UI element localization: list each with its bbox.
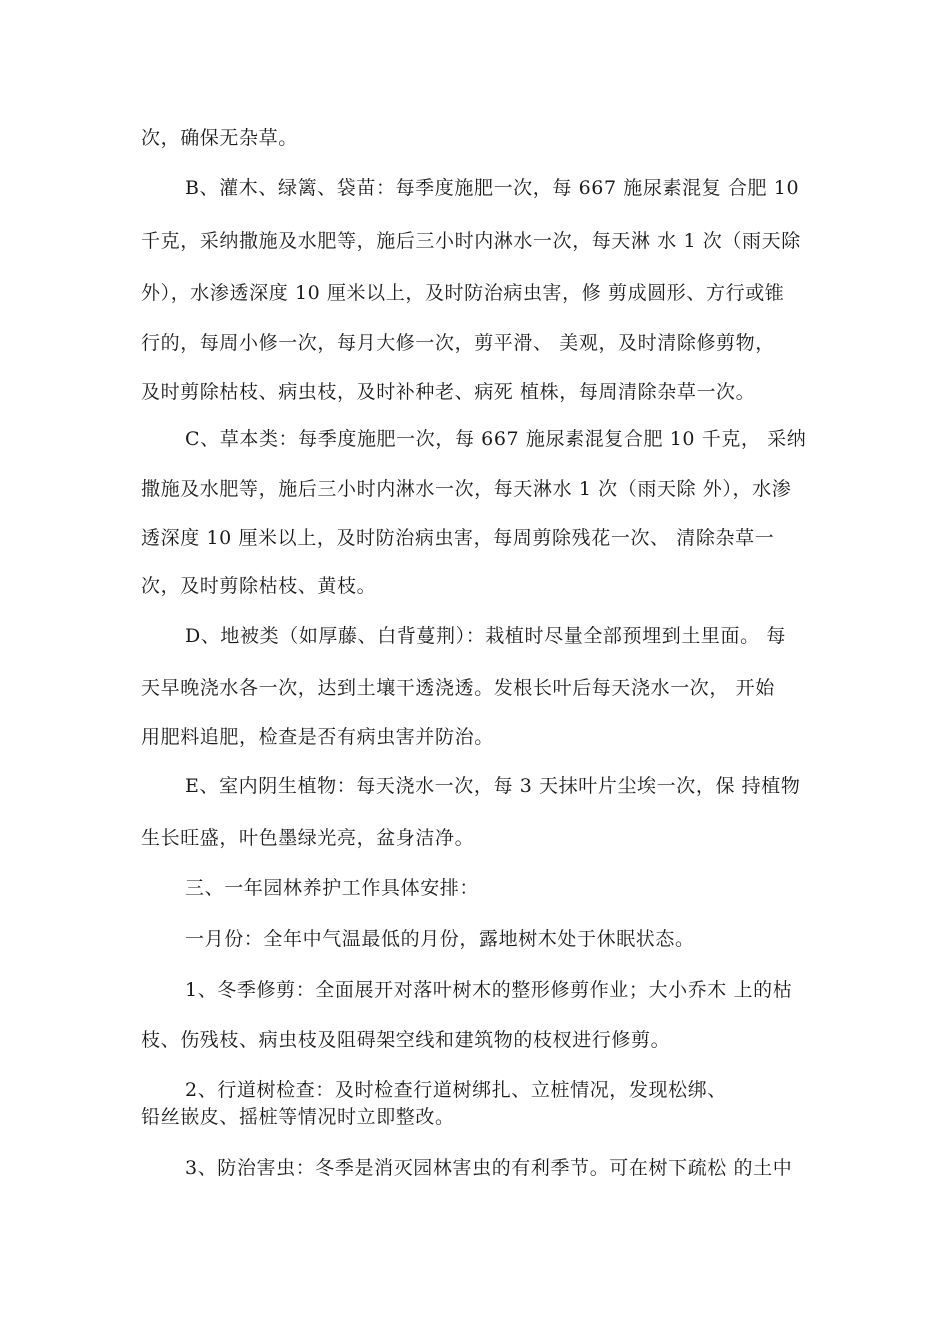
text-line: 2、行道树检查：及时检查行道树绑扎、立桩情况，发现松绑、: [185, 1079, 727, 1101]
text-line: 行的，每周小修一次，每月大修一次，剪平滑、 美观，及时清除修剪物，: [141, 332, 775, 354]
text-line: 一月份：全年中气温最低的月份，露地树木处于休眠状态。: [185, 928, 695, 950]
text-line: 枝、伤残枝、病虫枝及阻碍架空线和建筑物的枝杈进行修剪。: [141, 1029, 671, 1051]
section-heading: 三、一年园林养护工作具体安排：: [185, 877, 480, 899]
text-line: C、草本类：每季度施肥一次，每 667 施尿素混复合肥 10 千克， 采纳: [185, 428, 807, 450]
text-line: 千克，采纳撒施及水肥等，施后三小时内淋水一次，每天淋 水 1 次（雨天除: [141, 230, 801, 252]
text-line: B、灌木、绿篱、袋苗：每季度施肥一次，每 667 施尿素混复 合肥 10: [185, 177, 800, 199]
text-line: 外），水渗透深度 10 厘米以上，及时防治病虫害，修 剪成圆形、方行或锥: [141, 282, 785, 304]
text-line: 用肥料追肥，检查是否有病虫害并防治。: [141, 726, 494, 748]
text-line: 次，及时剪除枯枝、黄枝。: [141, 575, 377, 597]
text-line: 天早晚浇水各一次，达到土壤干透浇透。发根长叶后每天浇水一次， 开始: [141, 677, 775, 699]
text-line: 3、防治害虫：冬季是消灭园林害虫的有利季节。可在树下疏松 的土中: [185, 1157, 793, 1179]
text-line: 透深度 10 厘米以上，及时防治病虫害，每周剪除残花一次、 清除杂草一: [141, 527, 775, 549]
text-line: 1、冬季修剪：全面展开对落叶树木的整形修剪作业；大小乔木 上的枯: [185, 979, 793, 1001]
text-line: 及时剪除枯枝、病虫枝，及时补种老、病死 植株，每周清除杂草一次。: [141, 381, 756, 403]
text-line: 铅丝嵌皮、摇桩等情况时立即整改。: [141, 1106, 455, 1128]
text-line: E、室内阴生植物：每天浇水一次，每 3 天抹叶片尘埃一次，保 持植物: [185, 775, 801, 797]
text-line: 撒施及水肥等，施后三小时内淋水一次，每天淋水 1 次（雨天除 外），水渗: [141, 478, 792, 500]
text-line: 生长旺盛，叶色墨绿光亮，盆身洁净。: [141, 827, 475, 849]
text-line: 次，确保无杂草。: [141, 127, 298, 149]
text-line: D、地被类（如厚藤、白背蔓荆）：栽植时尽量全部预埋到土里面。 每: [185, 625, 786, 647]
